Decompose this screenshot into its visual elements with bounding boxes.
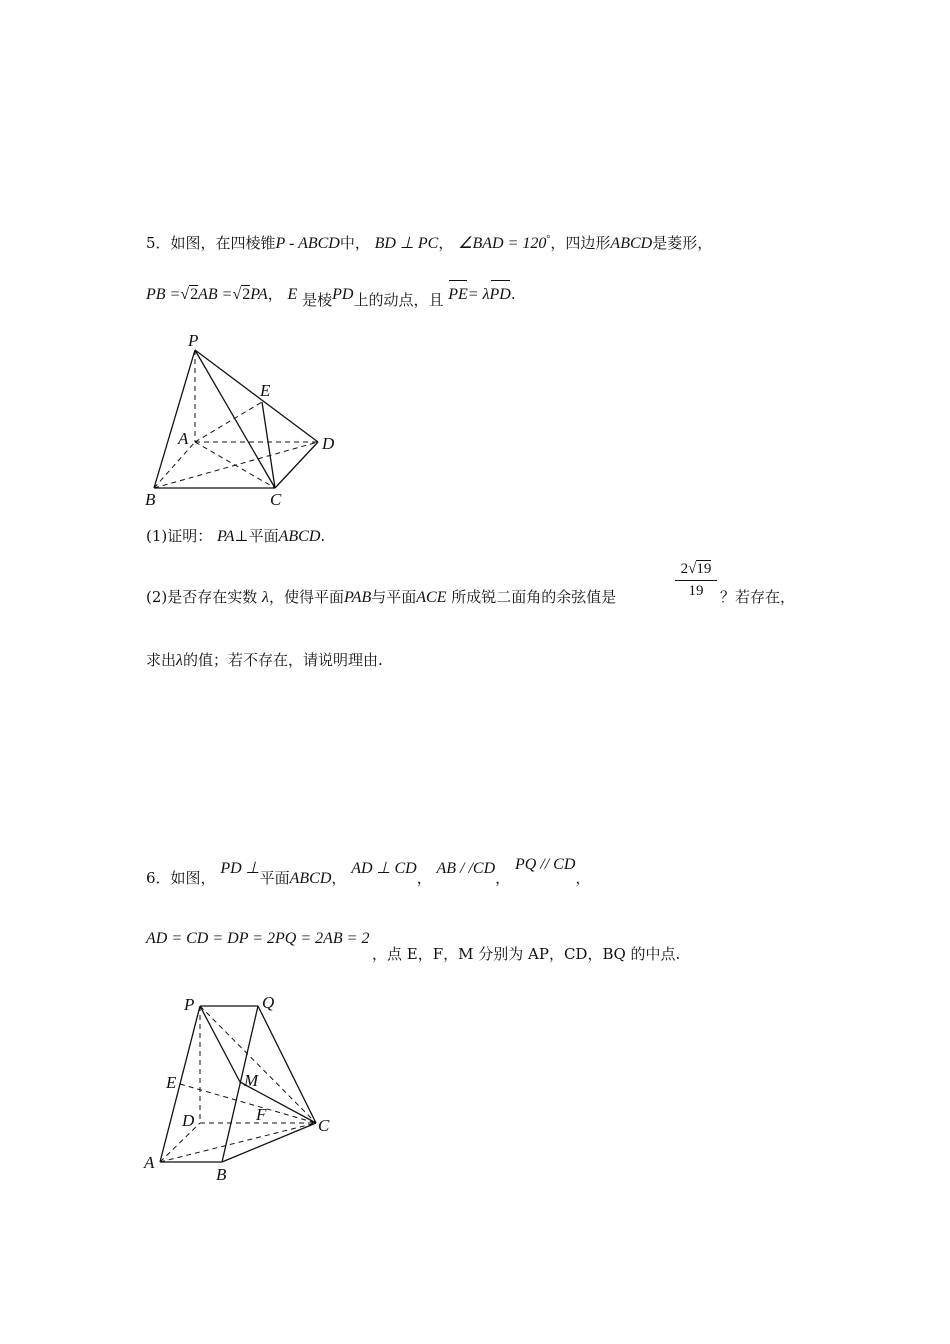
text: ，四边形 [550,234,611,252]
problem6-line1 [146,856,591,889]
plane-abcd: ABCD [278,528,321,545]
text: 上的动点，且 [353,291,444,309]
eq-pa: PA [250,286,268,303]
pyramid-figure [140,330,350,515]
label-a: A [144,1153,155,1172]
label-p: P [184,995,195,1014]
fraction-cosine [675,561,717,600]
plane-pab: PAB [343,589,372,606]
cond-pq-parallel-cd: PQ // CD [514,856,576,873]
part2-label: (2)是否存在实数 [146,588,258,606]
edge-cd [275,442,318,488]
eq-lambda: = λ [467,286,490,303]
label-e: E [166,1073,177,1092]
edge-qc [258,1006,316,1123]
label-f: F [256,1105,267,1124]
label-b: B [216,1165,227,1184]
condition-bd-perp-pc: BD ⊥ PC [374,235,439,252]
edge-pc [195,350,275,488]
text: 中， [339,234,370,252]
pyramid-name: P - ABCD [275,235,340,252]
lambda: λ [262,589,269,606]
cond-ab-parallel-cd: AB / /CD [436,860,496,877]
edge-ab [154,442,195,488]
solid-figure [140,990,350,1185]
fraction-denominator: 19 [688,583,704,599]
text: . [510,285,516,303]
text: 平面 [259,869,290,887]
edge-bc [222,1123,316,1162]
part1-label: (1)证明： [146,527,213,545]
text: ， [438,234,454,252]
label-d: D [182,1111,195,1130]
problem5-part2-tail [720,587,795,607]
label-b: B [145,490,156,509]
problem5-line2 [146,284,516,309]
plane-abcd: ABCD [289,870,332,887]
text: . [320,527,326,545]
text: ， [331,869,347,887]
text: ， [575,869,591,887]
problem5-number: 5．如图，在四棱锥 [146,234,276,252]
text: ， [416,869,432,887]
problem5-part2 [146,587,616,608]
text: ，使得平面 [268,588,344,606]
cond-ad-perp-cd: AD ⊥ CD [351,860,417,877]
text: ， [495,869,511,887]
text: 是棱 [302,291,333,309]
edge-pb [154,350,195,488]
text: 是菱形， [652,234,713,252]
edge-pd: PD [332,286,354,303]
eq-pb: PB = [146,286,181,303]
label-e: E [260,381,271,400]
radicand: 2 [190,286,199,303]
edge-pd [195,350,318,442]
sqrt-2-a: √2 [180,286,199,303]
midpoints-statement: ，点 E，F，M 分别为 AP，CD，BQ 的中点. [372,945,681,963]
line-pa: PA [217,528,235,545]
text: 所成锐二面角的余弦值是 [451,588,617,606]
label-q: Q [262,993,275,1012]
lambda: λ [176,652,183,669]
text: ？若存在， [720,588,796,606]
segment-pm [200,1006,240,1082]
fraction-bar [675,580,717,581]
label-d: D [322,434,335,453]
problem6-number: 6．如图， [146,869,216,887]
point-e: E [287,286,298,303]
text: ， [267,285,283,303]
radicand: 2 [242,286,251,303]
cond-pd-perp: PD ⊥ [220,860,260,877]
diag-bd [154,442,318,488]
coef: 2 [680,561,689,577]
angle-condition: ∠BAD = 120 [458,235,547,252]
label-m: M [244,1071,259,1090]
edge-ec [262,402,275,488]
radicand: 19 [696,561,712,577]
text: 与平面 [371,588,417,606]
eq-ab: AB = [198,286,233,303]
vector-pe: PE [448,286,468,303]
problem5-part1 [146,526,325,547]
problem5-part2-line2 [146,650,383,671]
problem6-line2 [146,928,369,949]
sqrt-2-b: √2 [232,286,251,303]
vector-pd: PD [489,286,511,303]
label-c: C [318,1116,330,1135]
length-equation: AD = CD = DP = 2PQ = 2AB = 2 [146,930,370,947]
text: 求出 [146,651,177,669]
quad-name: ABCD [610,235,653,252]
problem5-line1 [146,230,712,254]
degree-sign: ° [546,234,551,245]
label-c: C [270,490,282,509]
label-a: A [178,429,189,448]
label-p: P [188,331,199,350]
text: ⊥平面 [234,527,279,545]
plane-ace: ACE [416,589,447,606]
problem6-line2-tail [372,944,680,964]
fraction-numerator: 2√19 [680,561,712,577]
text: 的值；若不存在，请说明理由. [182,651,383,669]
